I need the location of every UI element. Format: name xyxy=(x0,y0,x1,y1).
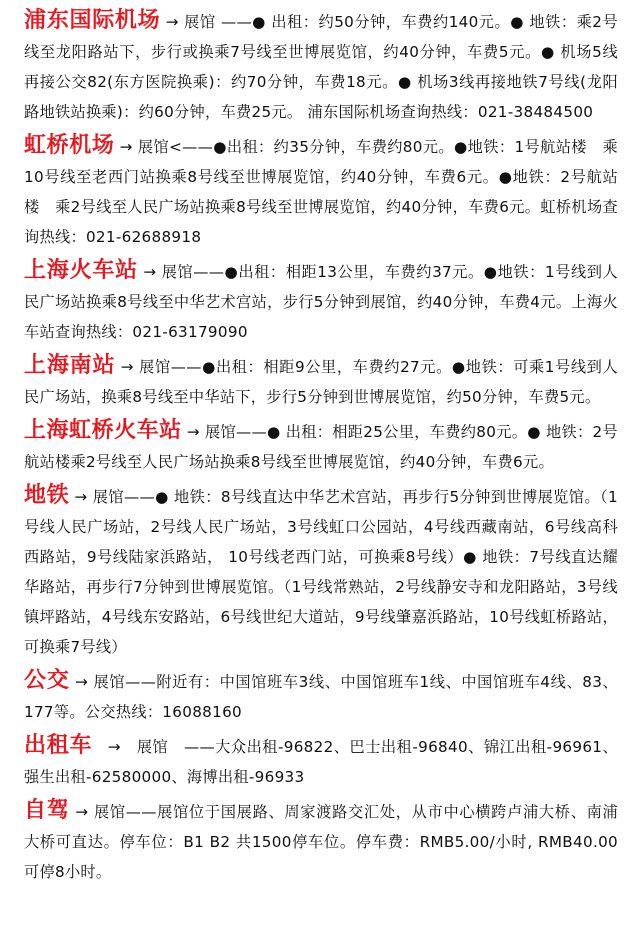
section-heading: 公交 xyxy=(24,668,70,693)
section-bus xyxy=(24,666,618,727)
section-heading: 地铁 xyxy=(24,483,70,508)
section-taxi xyxy=(24,731,618,792)
section-text: → 展馆——附近有：中国馆班车3线、中国馆班车1线、中国馆班车4线、83、177等。公交热线：16088160 xyxy=(24,673,618,721)
section-heading: 自驾 xyxy=(24,798,70,823)
section-text: → 展馆——● 出租：相距25公里，车费约80元。● 地铁：2号航站楼乘2号线至人民广场站换乘8号线至世博展览馆，约40分钟，车费6元。 xyxy=(24,423,618,471)
section-heading: 出租车 xyxy=(24,733,93,758)
section-heading: 上海虹桥火车站 xyxy=(24,418,182,443)
section-text: → 展馆 ——大众出租-96822、巴士出租-96840、锦江出租-96961、强生出租-62580000、海博出租-96933 xyxy=(24,738,618,786)
section-text: → 展馆——展馆位于国展路、周家渡路交汇处，从市中心横跨卢浦大桥、南浦大桥可直达。停车位：B1 B2 共1500停车位。停车费：RMB5.00/小时, RMB40.00可停8小时。 xyxy=(24,803,618,881)
section-hongqiao-airport xyxy=(24,131,618,252)
section-heading: 浦东国际机场 xyxy=(24,8,161,33)
section-heading: 上海火车站 xyxy=(24,258,138,283)
section-hongqiao-railway-station xyxy=(24,416,618,477)
section-text: → 展馆——●出租：相距13公里，车费约37元。●地铁：1号线到人民广场站换乘8号线至中华艺术宫站，步行5分钟到展馆，约40分钟，车费4元。上海火车站查询热线：021-63179090 xyxy=(24,263,618,341)
section-heading: 上海南站 xyxy=(24,353,116,378)
section-self-drive xyxy=(24,796,618,887)
section-shanghai-railway-station xyxy=(24,256,618,347)
section-text: → 展馆<——●出租：约35分钟，车费约80元。●地铁：1号航站楼 乘10号线至老西门站换乘8号线至世博展览馆，约40分钟，车费6元。●地铁：2号航站楼 乘2号线至人民广场站换乘8号线至世博展览馆，约40分钟，车费6元。虹桥机场查询热线：021-62688918 xyxy=(24,138,618,246)
section-metro xyxy=(24,481,618,662)
section-shanghai-south-station xyxy=(24,351,618,412)
section-text: → 展馆 ——● 出租：约50分钟，车费约140元。● 地铁：乘2号线至龙阳路站下，步行或换乘7号线至世博展览馆，约40分钟，车费5元。● 机场5线再接公交82(东方医院换乘)：约70分钟，车费18元。● 机场3线再接地铁7号线(龙阳路地铁站换乘)：约60分钟，车费25元。 浦东国际机场查询热线：021-38484500 xyxy=(24,13,618,121)
section-pudong-airport xyxy=(24,6,618,127)
section-text: → 展馆——●出租：相距9公里，车费约27元。●地铁：可乘1号线到人民广场站，换乘8号线至中华站下，步行5分钟到世博展览馆，约50分钟，车费5元。 xyxy=(24,358,618,406)
section-text: → 展馆——● 地铁：8号线直达中华艺术宫站，再步行5分钟到世博展览馆。（1号线人民广场站，2号线人民广场站，3号线虹口公园站，4号线西藏南站，6号线高科西路站，9号线陆家浜路站， 10号线老西门站，可换乘8号线）● 地铁：7号线直达耀华路站，再步行7分钟到世博展览馆。（1号线常熟站，2号线静安寺和龙阳路站，3号线镇坪路站，4号线东安路站，6号线世纪大道站，9号线肇嘉浜路站，10号线虹桥路站，可换乘7号线） xyxy=(24,488,618,656)
section-heading: 虹桥机场 xyxy=(24,133,115,158)
